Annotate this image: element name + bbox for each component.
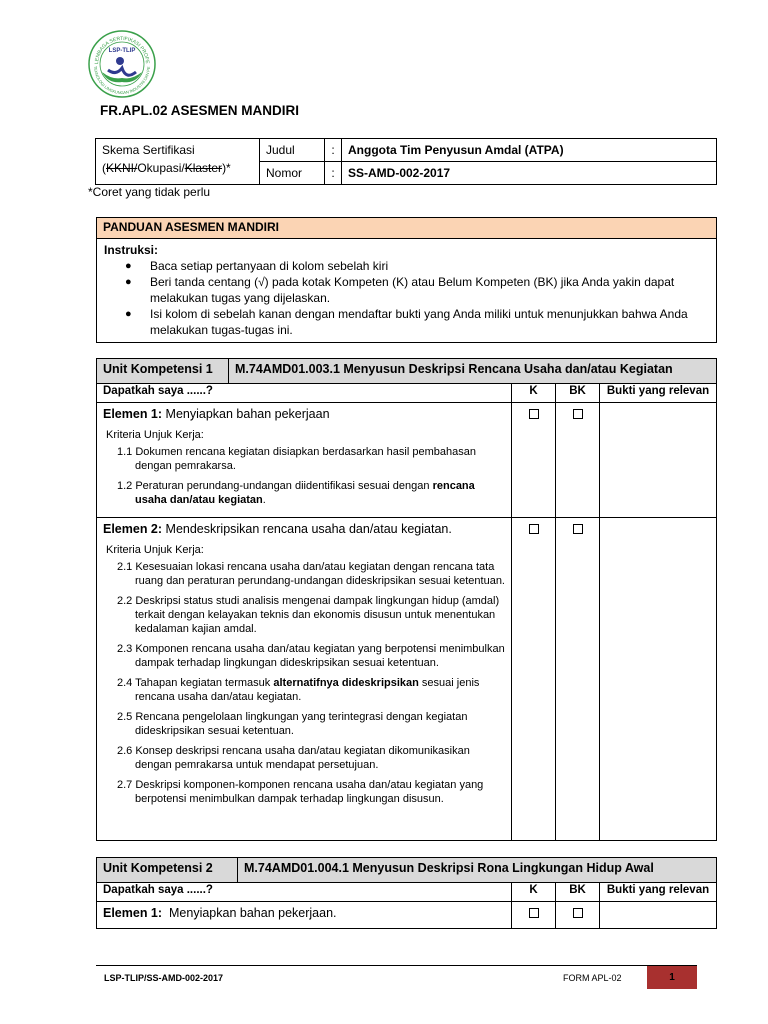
panduan-table xyxy=(96,217,717,343)
coret-note: *Coret yang tidak perlu xyxy=(88,185,211,199)
bk-header: BK xyxy=(556,384,600,403)
kriteria-item: 2.2 Deskripsi status studi analisis mengenai dampak lingkungan hidup (amdal) terkait dengan kelayakan teknis dan ekonomis disusun untuk menentukan kedalaman kajian amdal. xyxy=(117,595,500,635)
bukti-header: Bukti yang relevan xyxy=(600,384,717,403)
logo-center-text: LSP-TLIP xyxy=(108,48,136,54)
skema-label-cell xyxy=(96,139,260,185)
bullet-icon: ● xyxy=(125,260,132,272)
panduan-header: PANDUAN ASESMEN MANDIRI xyxy=(97,218,717,239)
instruksi-label: Instruksi: xyxy=(104,243,159,257)
bukti-cell[interactable] xyxy=(600,902,717,929)
unit1-label: Unit Kompetensi 1 xyxy=(97,359,229,384)
panduan-body xyxy=(97,239,717,343)
skema-klaster: Klaster xyxy=(184,161,223,175)
instruksi-item: ● Baca setiap pertanyaan di kolom sebelah kiri xyxy=(125,259,389,273)
document-title: FR.APL.02 ASESMEN MANDIRI xyxy=(100,103,300,118)
elemen-title: Elemen 1: Menyiapkan bahan pekerjaan. xyxy=(103,906,337,920)
bk-checkbox-cell[interactable] xyxy=(556,518,600,841)
bk-checkbox[interactable] xyxy=(573,409,583,419)
elemen-title: Elemen 1: Menyiapkan bahan pekerjaan xyxy=(103,407,330,421)
k-header: K xyxy=(512,384,556,403)
kriteria-item: 1.2 Peraturan perundang-undangan diidentifikasi sesuai dengan rencana usaha dan/atau kegiatan. xyxy=(117,480,475,506)
instruksi-item: ● Isi kolom di sebelah kanan dengan mendaftar bukti yang Anda miliki untuk menunjukkan bahwa Anda melakukan tugas-tugas ini. xyxy=(125,307,688,337)
kriteria-item: 2.1 Kesesuaian lokasi rencana usaha dan/atau kegiatan dengan rencana tata ruang dan peraturan perundang-undangan dideskripsikan sesuai ketentuan. xyxy=(117,561,505,587)
kriteria-item: 2.3 Komponen rencana usaha dan/atau kegiatan yang berpotensi menimbulkan dampak terhadap lingkungan dideskripsikan sesuai ketentuan. xyxy=(117,643,505,669)
kriteria-item: 2.7 Deskripsi komponen-komponen rencana usaha dan/atau kegiatan yang berpotensi menimbulkan dampak terhadap lingkungan disusun. xyxy=(117,779,484,805)
k-checkbox-cell[interactable] xyxy=(512,902,556,929)
k-checkbox[interactable] xyxy=(529,524,539,534)
bk-checkbox[interactable] xyxy=(573,524,583,534)
unit2-label: Unit Kompetensi 2 xyxy=(97,858,238,883)
nomor-value: SS-AMD-002-2017 xyxy=(342,162,717,185)
unit2-title: M.74AMD01.004.1 Menyusun Deskripsi Rona Lingkungan Hidup Awal xyxy=(238,858,717,883)
judul-colon: : xyxy=(325,139,342,162)
k-header: K xyxy=(512,883,556,902)
skema-label-line1: Skema Sertifikasi xyxy=(102,143,195,157)
instruksi-item: ● Beri tanda centang (√) pada kotak Kompeten (K) atau Belum Kompeten (BK) jika Anda yakin dapat melakukan tugas yang dijelaskan. xyxy=(125,275,675,305)
bukti-cell[interactable] xyxy=(600,518,717,841)
kriteria-item: 2.5 Rencana pengelolaan lingkungan yang terintegrasi dengan kegiatan dideskripsikan sesuai ketentuan. xyxy=(117,711,468,737)
footer-doc-code: LSP-TLIP/SS-AMD-002-2017 xyxy=(104,973,224,983)
question-header: Dapatkah saya ......? xyxy=(97,384,512,403)
instruksi-list xyxy=(104,258,709,338)
bullet-icon: ● xyxy=(125,276,132,288)
bullet-icon: ● xyxy=(125,308,132,320)
skema-kkni: KKNI/ xyxy=(106,161,138,175)
bukti-cell[interactable] xyxy=(600,403,717,518)
lsp-tlip-logo xyxy=(86,28,158,100)
skema-table xyxy=(95,138,717,185)
elemen-1-cell xyxy=(97,403,512,518)
k-checkbox-cell[interactable] xyxy=(512,403,556,518)
elemen-title: Elemen 2: Mendeskripsikan rencana usaha dan/atau kegiatan. xyxy=(103,522,452,536)
elemen-1-cell xyxy=(97,902,512,929)
bk-checkbox-cell[interactable] xyxy=(556,902,600,929)
footer-divider xyxy=(96,965,697,966)
elemen-2-cell xyxy=(97,518,512,841)
judul-value: Anggota Tim Penyusun Amdal (ATPA) xyxy=(342,139,717,162)
logo-bottom-text: TEKNOLOGI LINGKUNGAN INDUSTRI DAN PE xyxy=(92,65,152,96)
bk-checkbox-cell[interactable] xyxy=(556,403,600,518)
skema-label-line2: (KKNI/Okupasi/Klaster)* xyxy=(102,161,231,175)
unit-kompetensi-1-table xyxy=(96,358,717,841)
kriteria-item: 2.6 Konsep deskripsi rencana usaha dan/atau kegiatan dikomunikasikan dengan pemrakarsa untuk mendapat persetujuan. xyxy=(117,745,470,771)
kuk-label: Kriteria Unjuk Kerja: xyxy=(106,429,204,441)
k-checkbox[interactable] xyxy=(529,409,539,419)
kriteria-item: 1.1 Dokumen rencana kegiatan disiapkan berdasarkan hasil pembahasan dengan pemrakarsa. xyxy=(117,446,476,472)
unit-kompetensi-2-table xyxy=(96,857,717,929)
bukti-header: Bukti yang relevan xyxy=(600,883,717,902)
bk-checkbox[interactable] xyxy=(573,908,583,918)
k-checkbox-cell[interactable] xyxy=(512,518,556,841)
kuk-label: Kriteria Unjuk Kerja: xyxy=(106,544,204,556)
k-checkbox[interactable] xyxy=(529,908,539,918)
unit1-title: M.74AMD01.003.1 Menyusun Deskripsi Rencana Usaha dan/atau Kegiatan xyxy=(229,359,717,384)
logo-ring-text: LEMBAGA SERTIFIKASI PROFE xyxy=(93,35,151,65)
skema-okupasi: Okupasi/ xyxy=(137,161,185,175)
footer-form-code: FORM APL-02 xyxy=(563,973,622,983)
page-number: 1 xyxy=(647,966,697,989)
bk-header: BK xyxy=(556,883,600,902)
question-header: Dapatkah saya ......? xyxy=(97,883,512,902)
judul-label: Judul xyxy=(260,139,325,162)
nomor-label: Nomor xyxy=(260,162,325,185)
nomor-colon: : xyxy=(325,162,342,185)
kriteria-item: 2.4 Tahapan kegiatan termasuk alternatifnya dideskripsikan sesuai jenis rencana usaha dan/atau kegiatan. xyxy=(117,677,480,703)
